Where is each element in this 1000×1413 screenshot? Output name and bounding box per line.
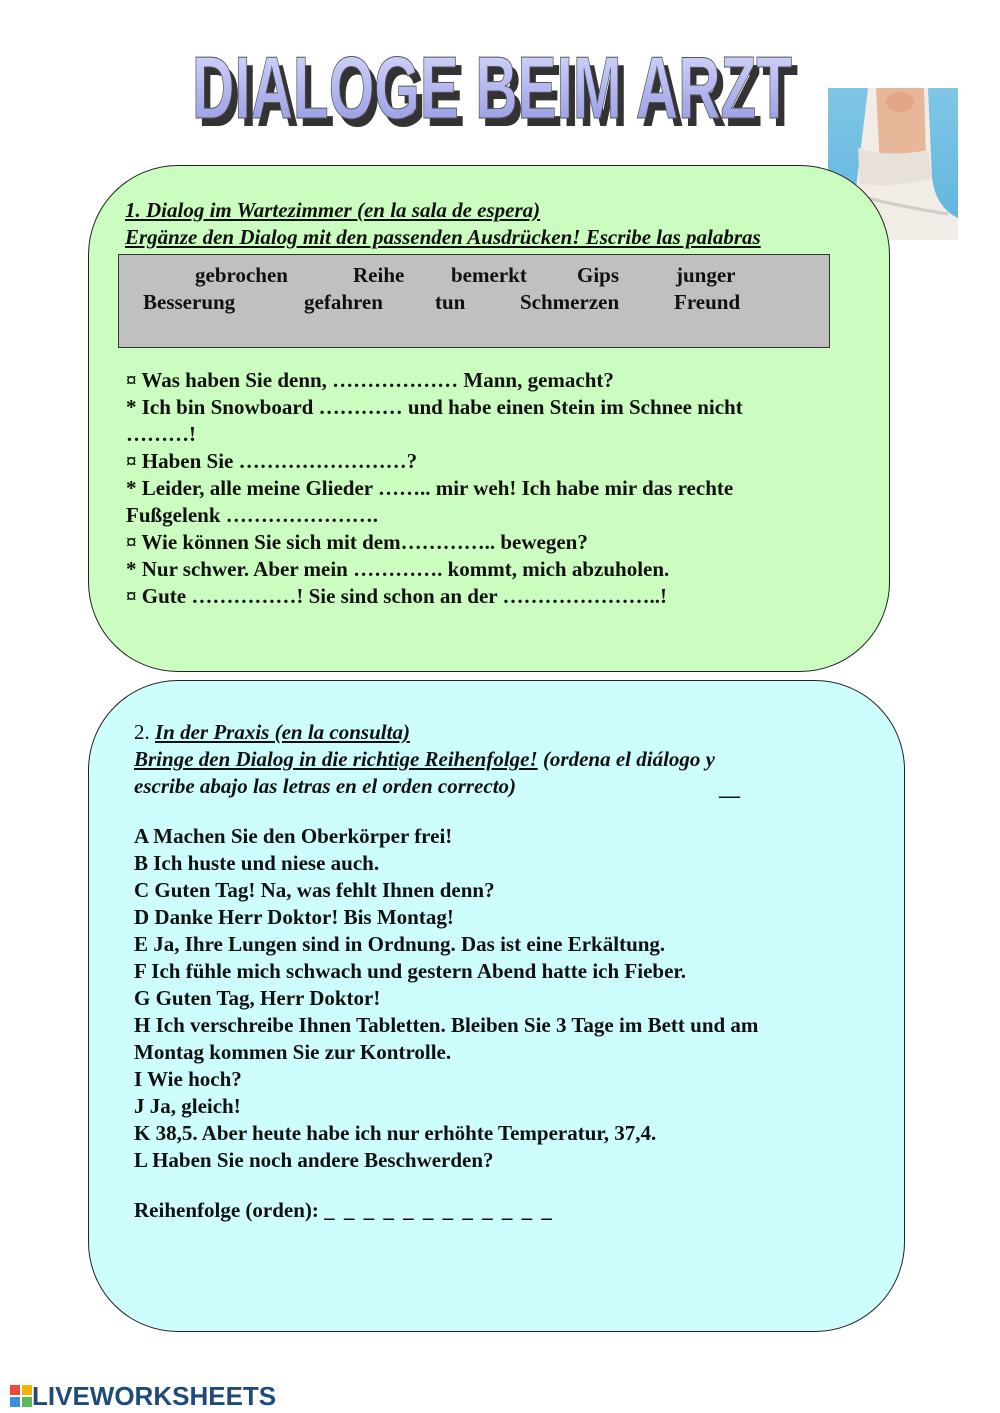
dialog-1-line: ¤ Wie können Sie sich mit dem………….. bewegen? <box>126 530 588 554</box>
dialog-1-line: * Ich bin Snowboard ………… und habe einen Stein im Schnee nicht <box>126 395 743 419</box>
word-bank-item: Freund <box>674 290 741 314</box>
section-2-instruction: Bringe den Dialog in die richtige Reihenfolge! <box>134 747 538 771</box>
dialog-2-line: D Danke Herr Doktor! Bis Montag! <box>134 905 454 929</box>
dialog-2-line: L Haben Sie noch andere Beschwerden? <box>134 1148 494 1172</box>
title-text: DIALOGE BEIM ARZT <box>192 38 792 137</box>
section-2-instruction-line2: escribe abajo las letras en el orden correcto) <box>134 774 517 798</box>
word-bank-item: junger <box>676 263 736 287</box>
word-bank-item: Gips <box>577 263 620 287</box>
word-bank-item: Reihe <box>353 263 405 287</box>
word-bank-item: gebrochen <box>195 263 288 287</box>
dialog-2-line: G Guten Tag, Herr Doktor! <box>134 986 381 1010</box>
dialog-2-line: Montag kommen Sie zur Kontrolle. <box>134 1040 452 1064</box>
dialog-1-line: ¤ Gute ……………! Sie sind schon an der …………………..! <box>126 584 667 608</box>
section-2-heading-row <box>134 719 410 746</box>
dialog-2-line: A Machen Sie den Oberkörper frei! <box>134 824 453 848</box>
dialog-1-line: Fußgelenk …………………. <box>126 503 379 527</box>
word-bank-item: gefahren <box>304 290 383 314</box>
word-bank-item: Schmerzen <box>520 290 620 314</box>
logo-squares-icon <box>10 1385 32 1407</box>
dialog-1-line: * Nur schwer. Aber mein …………. kommt, mich abzuholen. <box>126 557 670 581</box>
dialog-1-line: ¤ Haben Sie ……………………? <box>126 449 418 473</box>
section-1-heading: 1. Dialog im Wartezimmer (en la sala de espera) <box>125 198 541 222</box>
liveworksheets-logo[interactable] <box>10 1381 276 1411</box>
word-bank-item: Besserung <box>143 290 236 314</box>
word-bank-item: bemerkt <box>451 263 527 287</box>
dialog-2-line: B Ich huste und niese auch. <box>134 851 380 875</box>
dialog-2-line: H Ich verschreibe Ihnen Tabletten. Bleiben Sie 3 Tage im Bett und am <box>134 1013 759 1037</box>
dialog-2-line: J Ja, gleich! <box>134 1094 241 1118</box>
order-answer-field[interactable]: _ _ _ _ _ _ _ _ _ _ _ _ <box>324 1198 554 1222</box>
dialog-1-line: * Leider, alle meine Glieder …….. mir weh! Ich habe mir das rechte <box>126 476 734 500</box>
dialog-2-line: C Guten Tag! Na, was fehlt Ihnen denn? <box>134 878 495 902</box>
section-2-instruction-row <box>134 746 715 773</box>
dialog-1-line: ¤ Was haben Sie denn, ……………… Mann, gemacht? <box>126 368 614 392</box>
section-2-instruction-translation: (ordena el diálogo y <box>542 747 715 771</box>
dialog-2-line: K 38,5. Aber heute habe ich nur erhöhte Temperatur, 37,4. <box>134 1121 657 1145</box>
logo-text: LIVEWORKSHEETS <box>32 1380 277 1411</box>
title-shadow: DIALOGE BEIM ARZT <box>198 46 798 140</box>
section-1-instruction: Ergänze den Dialog mit den passenden Ausdrücken! Escribe las palabras <box>125 225 761 249</box>
section-2-heading: In der Praxis (en la consulta) <box>155 720 410 744</box>
dialog-2-line: E Ja, Ihre Lungen sind in Ordnung. Das ist eine Erkältung. <box>134 932 666 956</box>
worksheet-title <box>190 30 810 140</box>
dialog-2-line: I Wie hoch? <box>134 1067 242 1091</box>
dialog-2-line: F Ich fühle mich schwach und gestern Abend hatte ich Fieber. <box>134 959 687 983</box>
order-row <box>134 1197 554 1224</box>
word-bank-item: tun <box>435 290 466 314</box>
dash-mark: — <box>719 783 740 807</box>
order-label: Reihenfolge (orden): <box>134 1198 319 1222</box>
section-2-number: 2. <box>134 720 150 744</box>
dialog-1-line: ………! <box>126 422 196 446</box>
